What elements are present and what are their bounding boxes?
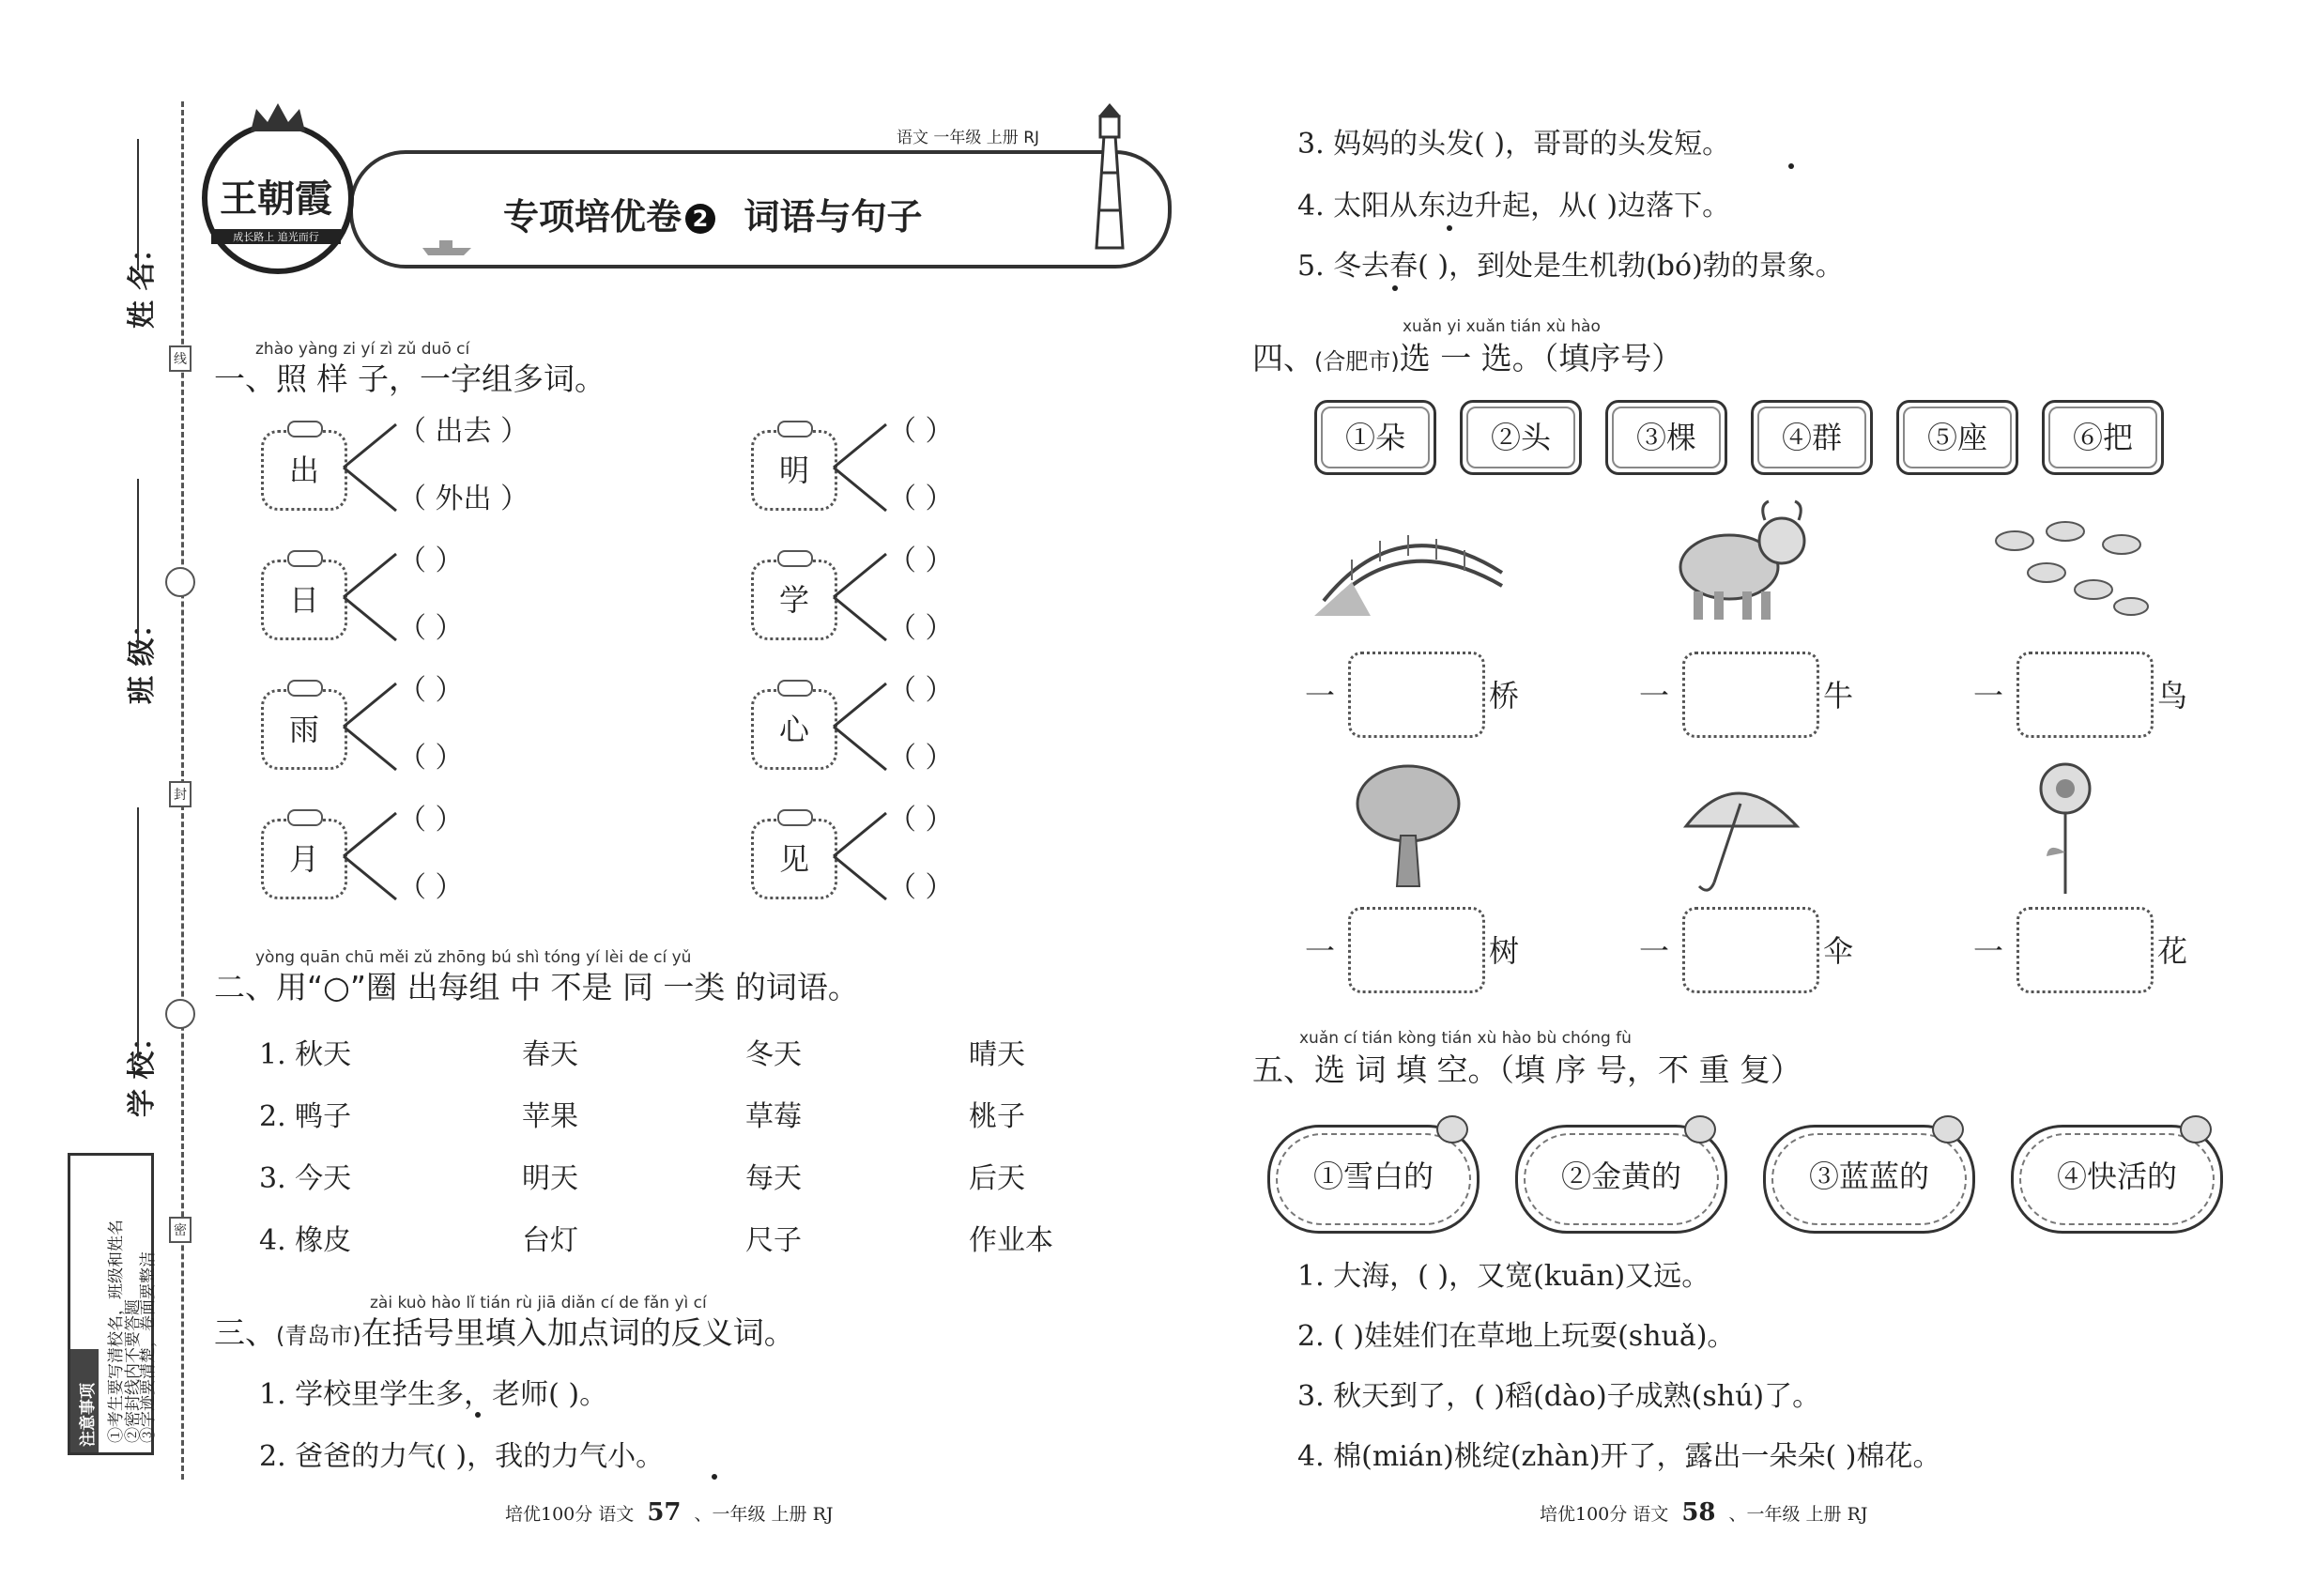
logo-text: 王朝霞	[220, 176, 332, 221]
emphasis-dot	[1392, 285, 1398, 291]
cut-mark: 线	[169, 345, 192, 372]
cow-icon	[1671, 498, 1812, 629]
measure-prefix: 一	[1973, 678, 2004, 714]
class-label: 班 级：	[126, 609, 159, 704]
word-char-box: 出	[261, 430, 347, 511]
branch-lines	[832, 680, 888, 774]
q4-option-card: ⑤座	[1896, 400, 2018, 475]
measure-prefix: 一	[1639, 933, 1670, 969]
title-banner	[349, 150, 1172, 269]
branch-lines	[342, 550, 398, 644]
answer-blank[interactable]: （ ）	[398, 742, 464, 775]
q2-word[interactable]: 春天	[522, 1038, 578, 1071]
branch-lines	[342, 680, 398, 774]
q5-option-cloud: ③蓝蓝的	[1763, 1125, 1975, 1234]
binding-ring	[165, 567, 195, 597]
q2-word[interactable]: 每天	[745, 1162, 802, 1195]
q2-word[interactable]: 冬天	[745, 1038, 802, 1071]
measure-prefix: 一	[1305, 678, 1336, 714]
q2-title: 二、用“○”圈 出每组 中 不是 同 一类 的词语。	[214, 969, 859, 1005]
q2-word[interactable]: 3. 今天	[259, 1162, 352, 1195]
notes-box	[68, 1153, 158, 1455]
flower-icon	[2028, 759, 2103, 899]
school-field[interactable]	[137, 807, 139, 1061]
measure-noun: 桥	[1489, 678, 1520, 714]
branch-lines	[832, 809, 888, 903]
measure-prefix: 一	[1305, 933, 1336, 969]
apple-icon	[1932, 1115, 1964, 1143]
answer-blank[interactable]: （ ）	[888, 415, 954, 448]
q4-option-card: ①朵	[1314, 400, 1436, 475]
q3-pinyin: zài kuò hào lǐ tián rù jiā diǎn cí de fǎn yì cí	[370, 1294, 707, 1312]
q2-word[interactable]: 作业本	[969, 1224, 1053, 1257]
q5-title: 五、选 词 填 空。（填 序 号，不 重 复）	[1252, 1051, 1802, 1088]
footer-right: 培优100分 语文 58 、一年级 上册 RJ	[1540, 1498, 1868, 1527]
note-item: ③字迹要清楚，卷面要整洁	[139, 1251, 158, 1443]
lighthouse-icon	[1076, 98, 1142, 257]
measure-noun: 鸟	[2157, 678, 2188, 714]
bow-decoration	[777, 809, 813, 826]
cut-mark: 密	[169, 1217, 192, 1243]
page-number: 58	[1681, 1498, 1716, 1527]
apple-icon	[1436, 1115, 1468, 1143]
q3-item-2: 2. 爸爸的力气( )，我的力气小。	[259, 1440, 665, 1473]
note-item: ②密封线内不要答题	[124, 1299, 143, 1443]
q5-option-cloud: ②金黄的	[1515, 1125, 1727, 1234]
measure-word-blank[interactable]	[2016, 652, 2154, 738]
q2-word[interactable]: 苹果	[522, 1100, 578, 1133]
note-item: ①考生要写清校名，班级和姓名	[107, 1220, 126, 1443]
bow-decoration	[287, 550, 323, 567]
measure-prefix: 一	[1639, 678, 1670, 714]
q3-region: (青岛市)	[276, 1323, 361, 1349]
answer-blank[interactable]: （ ）	[398, 545, 464, 577]
q2-word[interactable]: 2. 鸭子	[259, 1100, 352, 1133]
answer-blank[interactable]: （ ）	[888, 483, 954, 515]
q4-region: (合肥市)	[1314, 348, 1400, 375]
answer-blank[interactable]: （ ）	[888, 804, 954, 836]
page-number: 57	[647, 1498, 682, 1527]
ship-icon	[419, 238, 475, 257]
word-char-box: 雨	[261, 689, 347, 770]
q2-word[interactable]: 明天	[522, 1162, 578, 1195]
umbrella-icon	[1680, 770, 1802, 901]
subject-meta: 语文 一年级 上册 RJ	[897, 129, 1040, 147]
branch-lines	[342, 421, 398, 514]
answer-blank[interactable]: （ ）	[398, 871, 464, 904]
q5-pinyin: xuǎn cí tián kòng tián xù hào bù chóng fù	[1299, 1029, 1632, 1048]
measure-word-blank[interactable]	[2016, 907, 2154, 993]
answer-blank[interactable]: （ ）	[398, 674, 464, 707]
notes-title: 注意事项	[79, 1383, 98, 1447]
answer-blank[interactable]: （ ）	[398, 612, 464, 645]
q2-pinyin: yòng quān chū měi zǔ zhōng bú shì tóng yí lèi de cí yǔ	[255, 948, 692, 967]
measure-noun: 树	[1489, 933, 1520, 969]
name-field[interactable]	[137, 139, 139, 270]
q4-title-row: 四、(合肥市)选 一 选。（填序号）	[1252, 340, 1683, 376]
measure-word-blank[interactable]	[1348, 652, 1485, 738]
bow-decoration	[287, 421, 323, 437]
q5-item-4: 4. 棉(mián)桃绽(zhàn)开了，露出一朵朵( )棉花。	[1297, 1440, 1941, 1473]
word-char-box: 学	[751, 560, 837, 640]
bow-decoration	[777, 550, 813, 567]
q4-option-card: ④群	[1751, 400, 1873, 475]
q2-word[interactable]: 1. 秋天	[259, 1038, 352, 1071]
bow-decoration	[287, 809, 323, 826]
q5-option-cloud: ①雪白的	[1267, 1125, 1480, 1234]
example-answer: （ 出去 ）	[398, 415, 529, 448]
q4-option-card: ⑥把	[2042, 400, 2164, 475]
answer-blank[interactable]: （ ）	[888, 674, 954, 707]
bridge-icon	[1314, 498, 1511, 620]
measure-noun: 伞	[1823, 933, 1854, 969]
answer-blank[interactable]: （ ）	[888, 545, 954, 577]
word-char-box: 日	[261, 560, 347, 640]
answer-blank[interactable]: （ ）	[888, 871, 954, 904]
footer-left: 培优100分 语文 57 、一年级 上册 RJ	[505, 1498, 834, 1527]
q4-pinyin: xuǎn yi xuǎn tián xù hào	[1403, 317, 1601, 336]
class-field[interactable]	[137, 479, 139, 648]
q1-title: 一、照 样 子，一字组多词。	[214, 361, 606, 397]
emphasis-dot	[1447, 225, 1452, 231]
emphasis-dot	[475, 1412, 481, 1418]
answer-blank[interactable]: （ ）	[888, 742, 954, 775]
brand-logo	[202, 122, 354, 274]
bow-decoration	[777, 421, 813, 437]
notes-title-box	[70, 1349, 99, 1452]
q3-item-1: 1. 学校里学生多，老师( )。	[259, 1378, 608, 1411]
word-char-box: 月	[261, 819, 347, 899]
q3-item-3: 3. 妈妈的头发( )，哥哥的头发短。	[1297, 128, 1731, 161]
measure-word-blank[interactable]	[1682, 652, 1819, 738]
q2-word[interactable]: 尺子	[745, 1224, 802, 1257]
binding-ring	[165, 999, 195, 1029]
q3-item-4: 4. 太阳从东边升起，从( )边落下。	[1297, 190, 1731, 223]
word-char-box: 明	[751, 430, 837, 511]
measure-prefix: 一	[1973, 933, 2004, 969]
q2-word[interactable]: 4. 橡皮	[259, 1224, 352, 1257]
birds-icon	[1990, 516, 2150, 629]
q5-option-cloud: ④快活的	[2011, 1125, 2223, 1234]
example-answer: （ 外出 ）	[398, 483, 529, 515]
cut-mark: 封	[169, 781, 192, 807]
word-char-box: 心	[751, 689, 837, 770]
crown-icon	[245, 100, 311, 137]
q2-word[interactable]: 晴天	[969, 1038, 1025, 1071]
q5-item-3: 3. 秋天到了，( )稻(dào)子成熟(shú)了。	[1297, 1380, 1821, 1413]
measure-word-blank[interactable]	[1348, 907, 1485, 993]
q2-word[interactable]: 草莓	[745, 1100, 802, 1133]
branch-lines	[342, 809, 398, 903]
school-label: 学 校：	[126, 1022, 159, 1117]
measure-word-blank[interactable]	[1682, 907, 1819, 993]
page-title: 专项培优卷 2 词语与句子	[503, 196, 923, 238]
bow-decoration	[287, 680, 323, 697]
word-char-box: 见	[751, 819, 837, 899]
logo-tagline: 成长路上 追光而行	[211, 229, 341, 244]
q2-word[interactable]: 后天	[969, 1162, 1025, 1195]
branch-lines	[832, 421, 888, 514]
apple-icon	[2180, 1115, 2212, 1143]
answer-blank[interactable]: （ ）	[398, 804, 464, 836]
q5-item-1: 1. 大海，( )，又宽(kuān)又远。	[1297, 1260, 1710, 1293]
q4-option-card: ②头	[1460, 400, 1582, 475]
answer-blank[interactable]: （ ）	[888, 612, 954, 645]
q2-word[interactable]: 桃子	[969, 1100, 1025, 1133]
emphasis-dot	[1788, 163, 1794, 169]
measure-noun: 花	[2157, 933, 2188, 969]
q3-title-row: 三、(青岛市)在括号里填入加点词的反义词。	[214, 1314, 795, 1351]
bow-decoration	[777, 680, 813, 697]
q4-option-card: ③棵	[1605, 400, 1727, 475]
name-label: 姓 名：	[126, 234, 159, 329]
emphasis-dot	[712, 1474, 717, 1480]
q5-item-2: 2. ( )娃娃们在草地上玩耍(shuǎ)。	[1297, 1320, 1736, 1353]
q3-item-5: 5. 冬去春( )，到处是生机勃(bó)勃的景象。	[1297, 250, 1844, 283]
q2-word[interactable]: 台灯	[522, 1224, 578, 1257]
title-number-badge: 2	[685, 204, 715, 234]
apple-icon	[1684, 1115, 1716, 1143]
q1-pinyin: zhào yàng zi yí zì zǔ duō cí	[255, 340, 470, 359]
tree-icon	[1352, 760, 1464, 892]
measure-noun: 牛	[1823, 678, 1854, 714]
branch-lines	[832, 550, 888, 644]
